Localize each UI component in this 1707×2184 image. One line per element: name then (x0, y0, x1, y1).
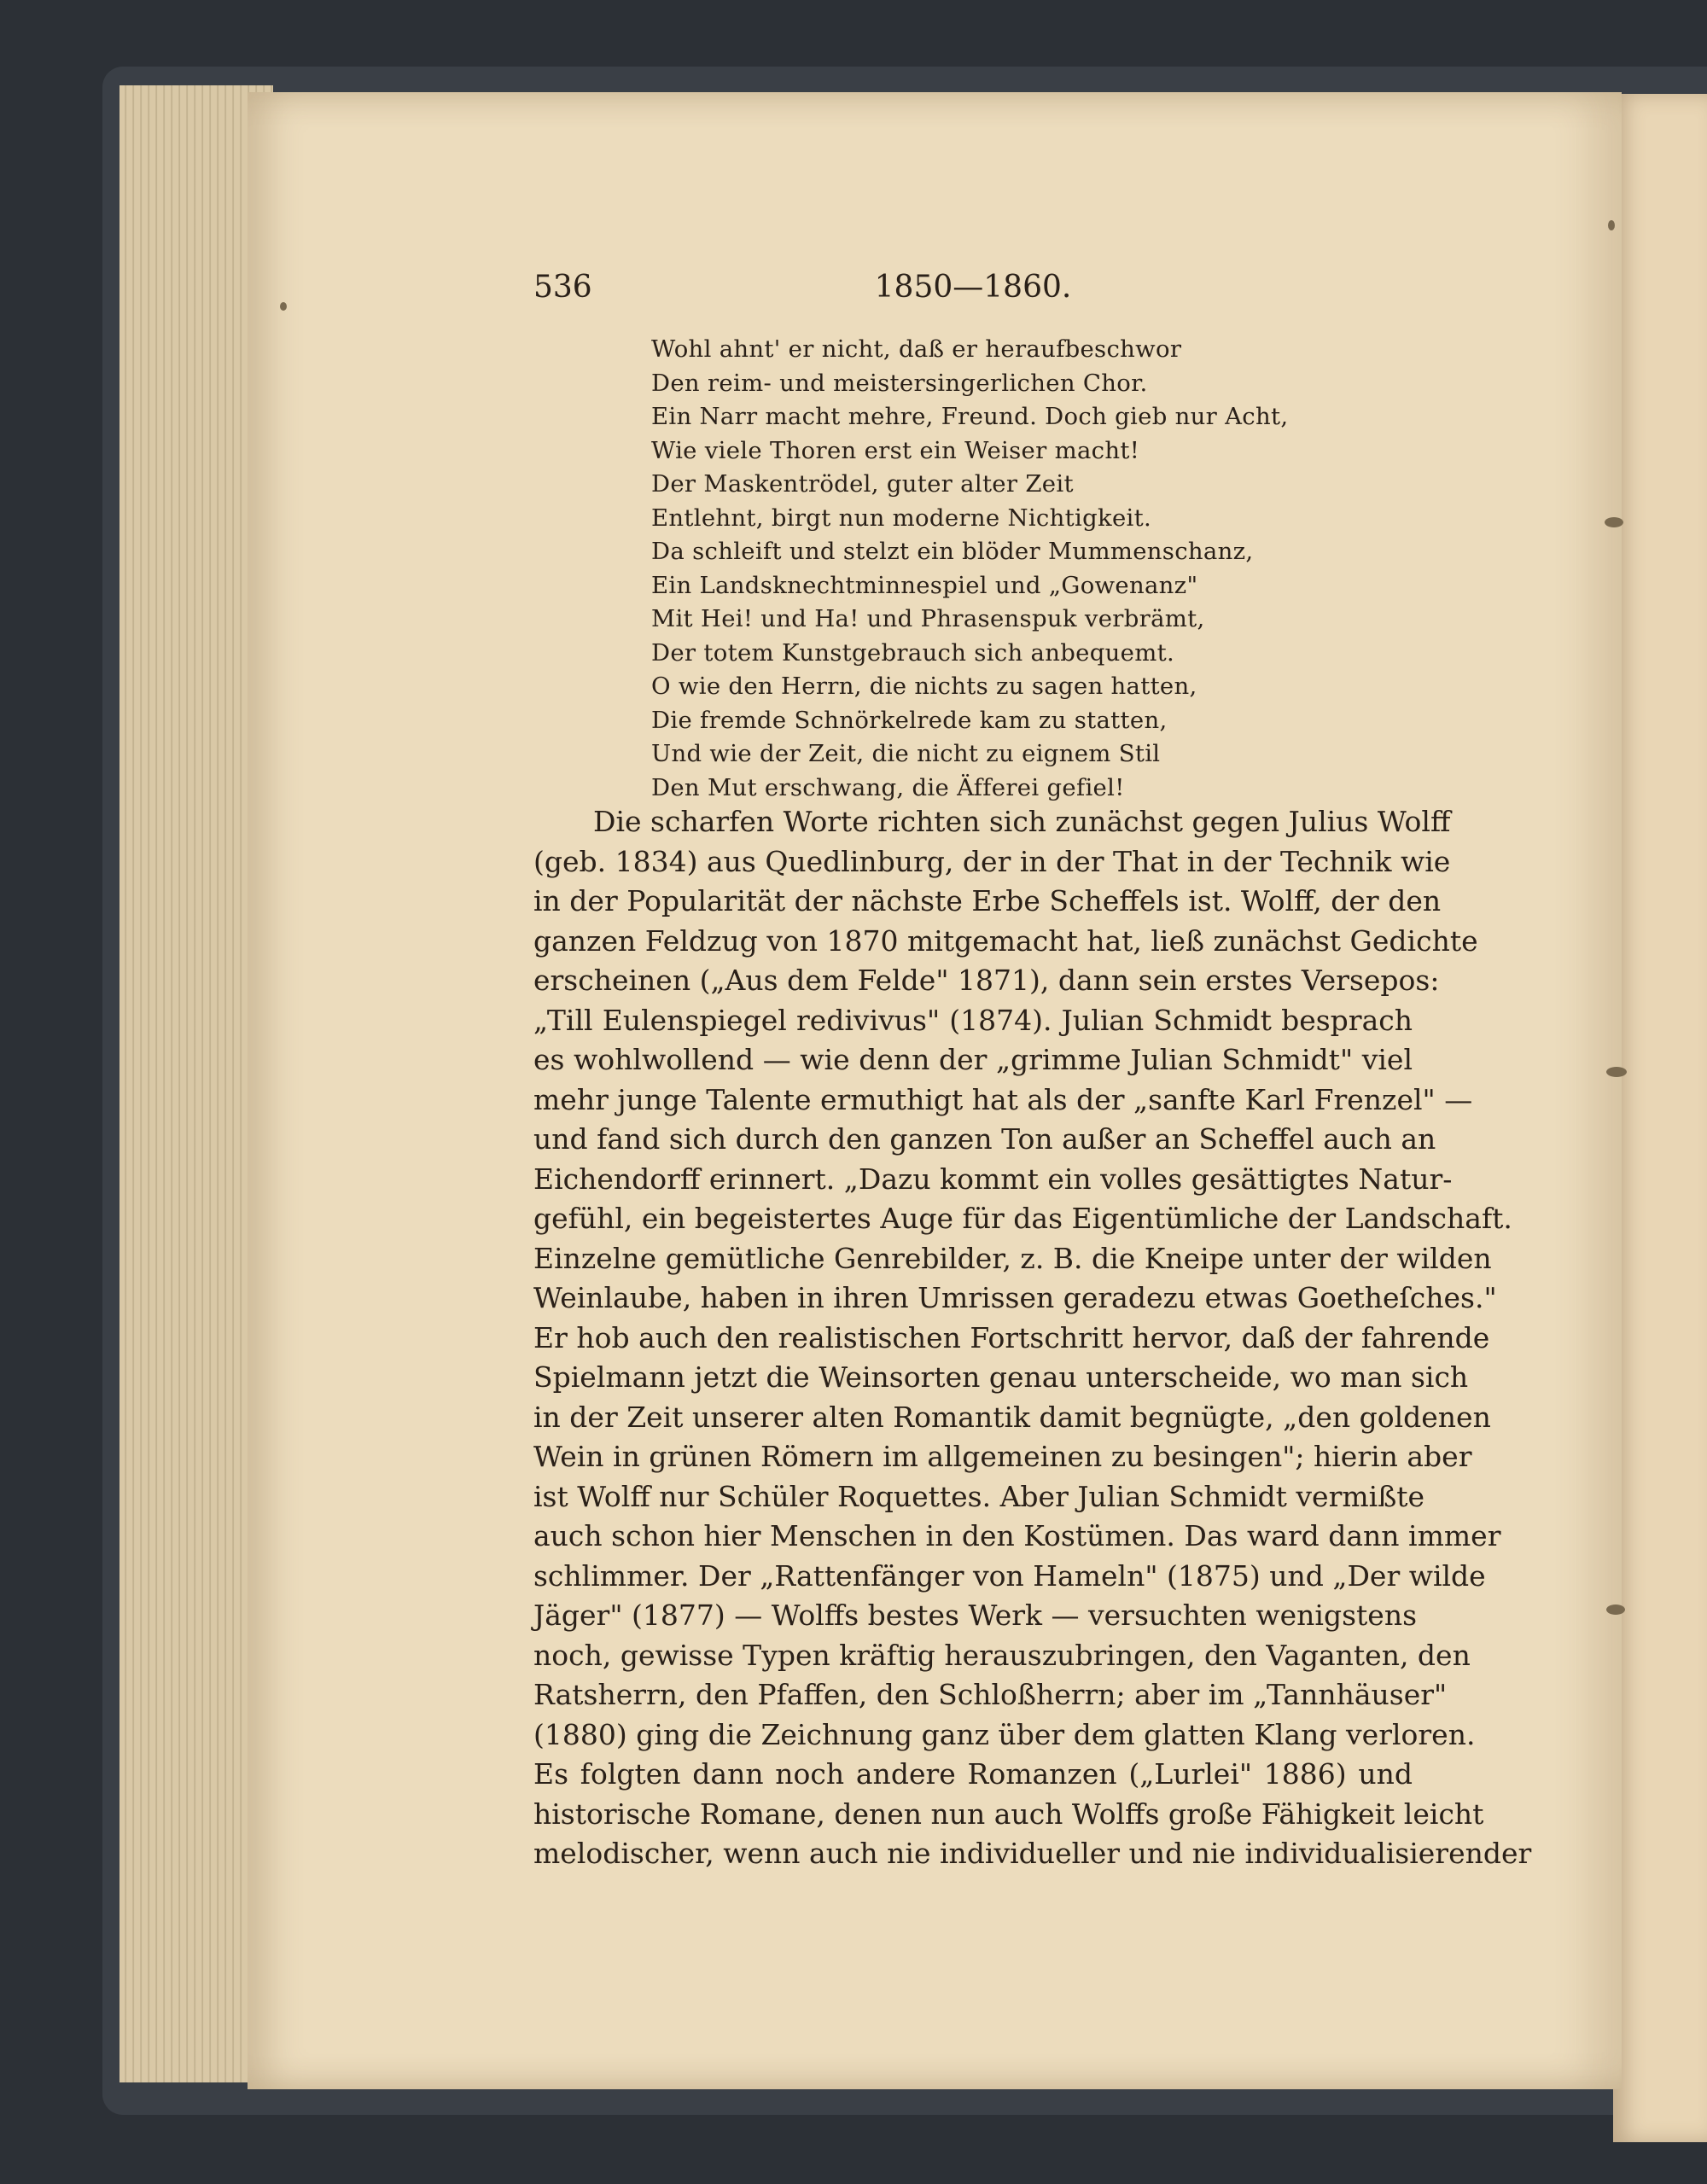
page-number: 536 (533, 270, 592, 305)
prose-line: Es folgten dann noch andere Romanzen („Lurlei" 1886) und (533, 1757, 1413, 1791)
prose-line: Weinlaube, haben in ihren Umrissen geradezu etwas Goetheſches." (533, 1281, 1497, 1314)
prose-line: historische Romane, denen nun auch Wolffs große Fähigkeit leicht (533, 1797, 1484, 1831)
prose-line: Er hob auch den realistischen Fortschritt hervor, daß der fahrende (533, 1320, 1490, 1354)
page-mark (280, 302, 287, 311)
poem-line: Die fremde Schnörkelrede kam zu statten, (651, 706, 1168, 734)
prose-line: Spielmann jetzt die Weinsorten genau unterscheide, wo man sich (533, 1360, 1469, 1394)
prose-line: und fand sich durch den ganzen Ton außer an Scheffel auch an (533, 1122, 1436, 1156)
prose-line: auch schon hier Menschen in den Kostümen. Das ward dann immer (533, 1519, 1501, 1552)
poem-line: Ein Landsknechtminnespiel und „Gowenanz" (651, 571, 1198, 599)
poem-line: O wie den Herrn, die nichts zu sagen hatten, (651, 673, 1197, 700)
prose-line: mehr junge Talente ermuthigt hat als der „sanfte Karl Frenzel" — (533, 1082, 1473, 1116)
prose-line: (geb. 1834) aus Quedlinburg, der in der That in der Technik wie (533, 844, 1451, 878)
poem-line: Der Maskentrödel, guter alter Zeit (651, 470, 1074, 498)
prose-line: in der Zeit unserer alten Romantik damit begnügte, „den goldenen (533, 1400, 1491, 1434)
poem-line: Den Mut erschwang, die Äfferei gefiel! (651, 773, 1125, 801)
poem-line: Wie viele Thoren erst ein Weiser macht! (651, 436, 1140, 464)
poem-line: Und wie der Zeit, die nicht zu eignem Stil (651, 740, 1161, 767)
poem-line: Wohl ahnt' er nicht, daß er heraufbeschwor (651, 335, 1182, 363)
prose-line: schlimmer. Der „Rattenfänger von Hameln" (1875) und „Der wilde (533, 1558, 1486, 1593)
page-mark (1606, 1067, 1627, 1077)
page-mark (1606, 1605, 1625, 1615)
prose-line: in der Popularität der nächste Erbe Scheffels ist. Wolff, der den (533, 884, 1442, 917)
prose-line: Eichendorff erinnert. „Dazu kommt ein volles gesättigtes Natur- (533, 1162, 1453, 1196)
page-mark (1605, 517, 1623, 527)
prose-line: Ratsherrn, den Pfaffen, den Schloßherrn; aber im „Tannhäuser" (533, 1678, 1448, 1711)
poem-line: Der totem Kunstgebrauch sich anbequemt. (651, 638, 1174, 667)
poem-line: Da schleift und stelzt ein blöder Mummenschanz, (651, 538, 1254, 565)
prose-line: gefühl, ein begeistertes Auge für das Eigentümliche der Landschaft. (533, 1202, 1512, 1235)
prose-line: Einzelne gemütliche Genrebilder, z. B. die Kneipe unter der wilden (533, 1241, 1492, 1275)
prose-line: Die scharfen Worte richten sich zunächst gegen Julius Wolff (593, 805, 1451, 838)
poem-line: Ein Narr macht mehre, Freund. Doch gieb nur Acht, (651, 403, 1289, 430)
poem-block (651, 333, 1300, 805)
poem-line: Den reim- und meistersingerlichen Chor. (651, 369, 1148, 397)
prose-line: es wohlwollend — wie denn der „grimme Julian Schmidt" viel (533, 1043, 1413, 1076)
prose-line: erscheinen („Aus dem Felde" 1871), dann sein erstes Versepos: (533, 964, 1440, 997)
prose-block (533, 802, 1532, 1874)
prose-line: (1880) ging die Zeichnung ganz über dem glatten Klang verloren. (533, 1717, 1476, 1751)
prose-line: ganzen Feldzug von 1870 mitgemacht hat, ließ zunächst Gedichte (533, 923, 1478, 958)
prose-line: melodischer, wenn auch nie individueller und nie individualisierender (533, 1837, 1532, 1870)
prose-line: „Till Eulenspiegel redivivus" (1874). Julian Schmidt besprach (533, 1003, 1413, 1037)
poem-line: Mit Hei! und Ha! und Phrasenspuk verbrämt, (651, 605, 1205, 632)
prose-line: Wein in grünen Römern im allgemeinen zu besingen"; hierin aber (533, 1440, 1472, 1473)
running-head (533, 270, 1413, 314)
page-mark (1608, 220, 1615, 230)
facing-page (1613, 94, 1707, 2142)
prose-line: Jäger" (1877) — Wolffs bestes Werk — versuchten wenigstens (533, 1599, 1418, 1632)
prose-line: ist Wolff nur Schüler Roquettes. Aber Julian Schmidt vermißte (533, 1479, 1425, 1513)
prose-line: noch, gewisse Typen kräftig herauszubringen, den Vaganten, den (533, 1638, 1471, 1672)
poem-line: Entlehnt, birgt nun moderne Nichtigkeit. (651, 504, 1152, 532)
header-title: 1850—1860. (874, 270, 1072, 305)
